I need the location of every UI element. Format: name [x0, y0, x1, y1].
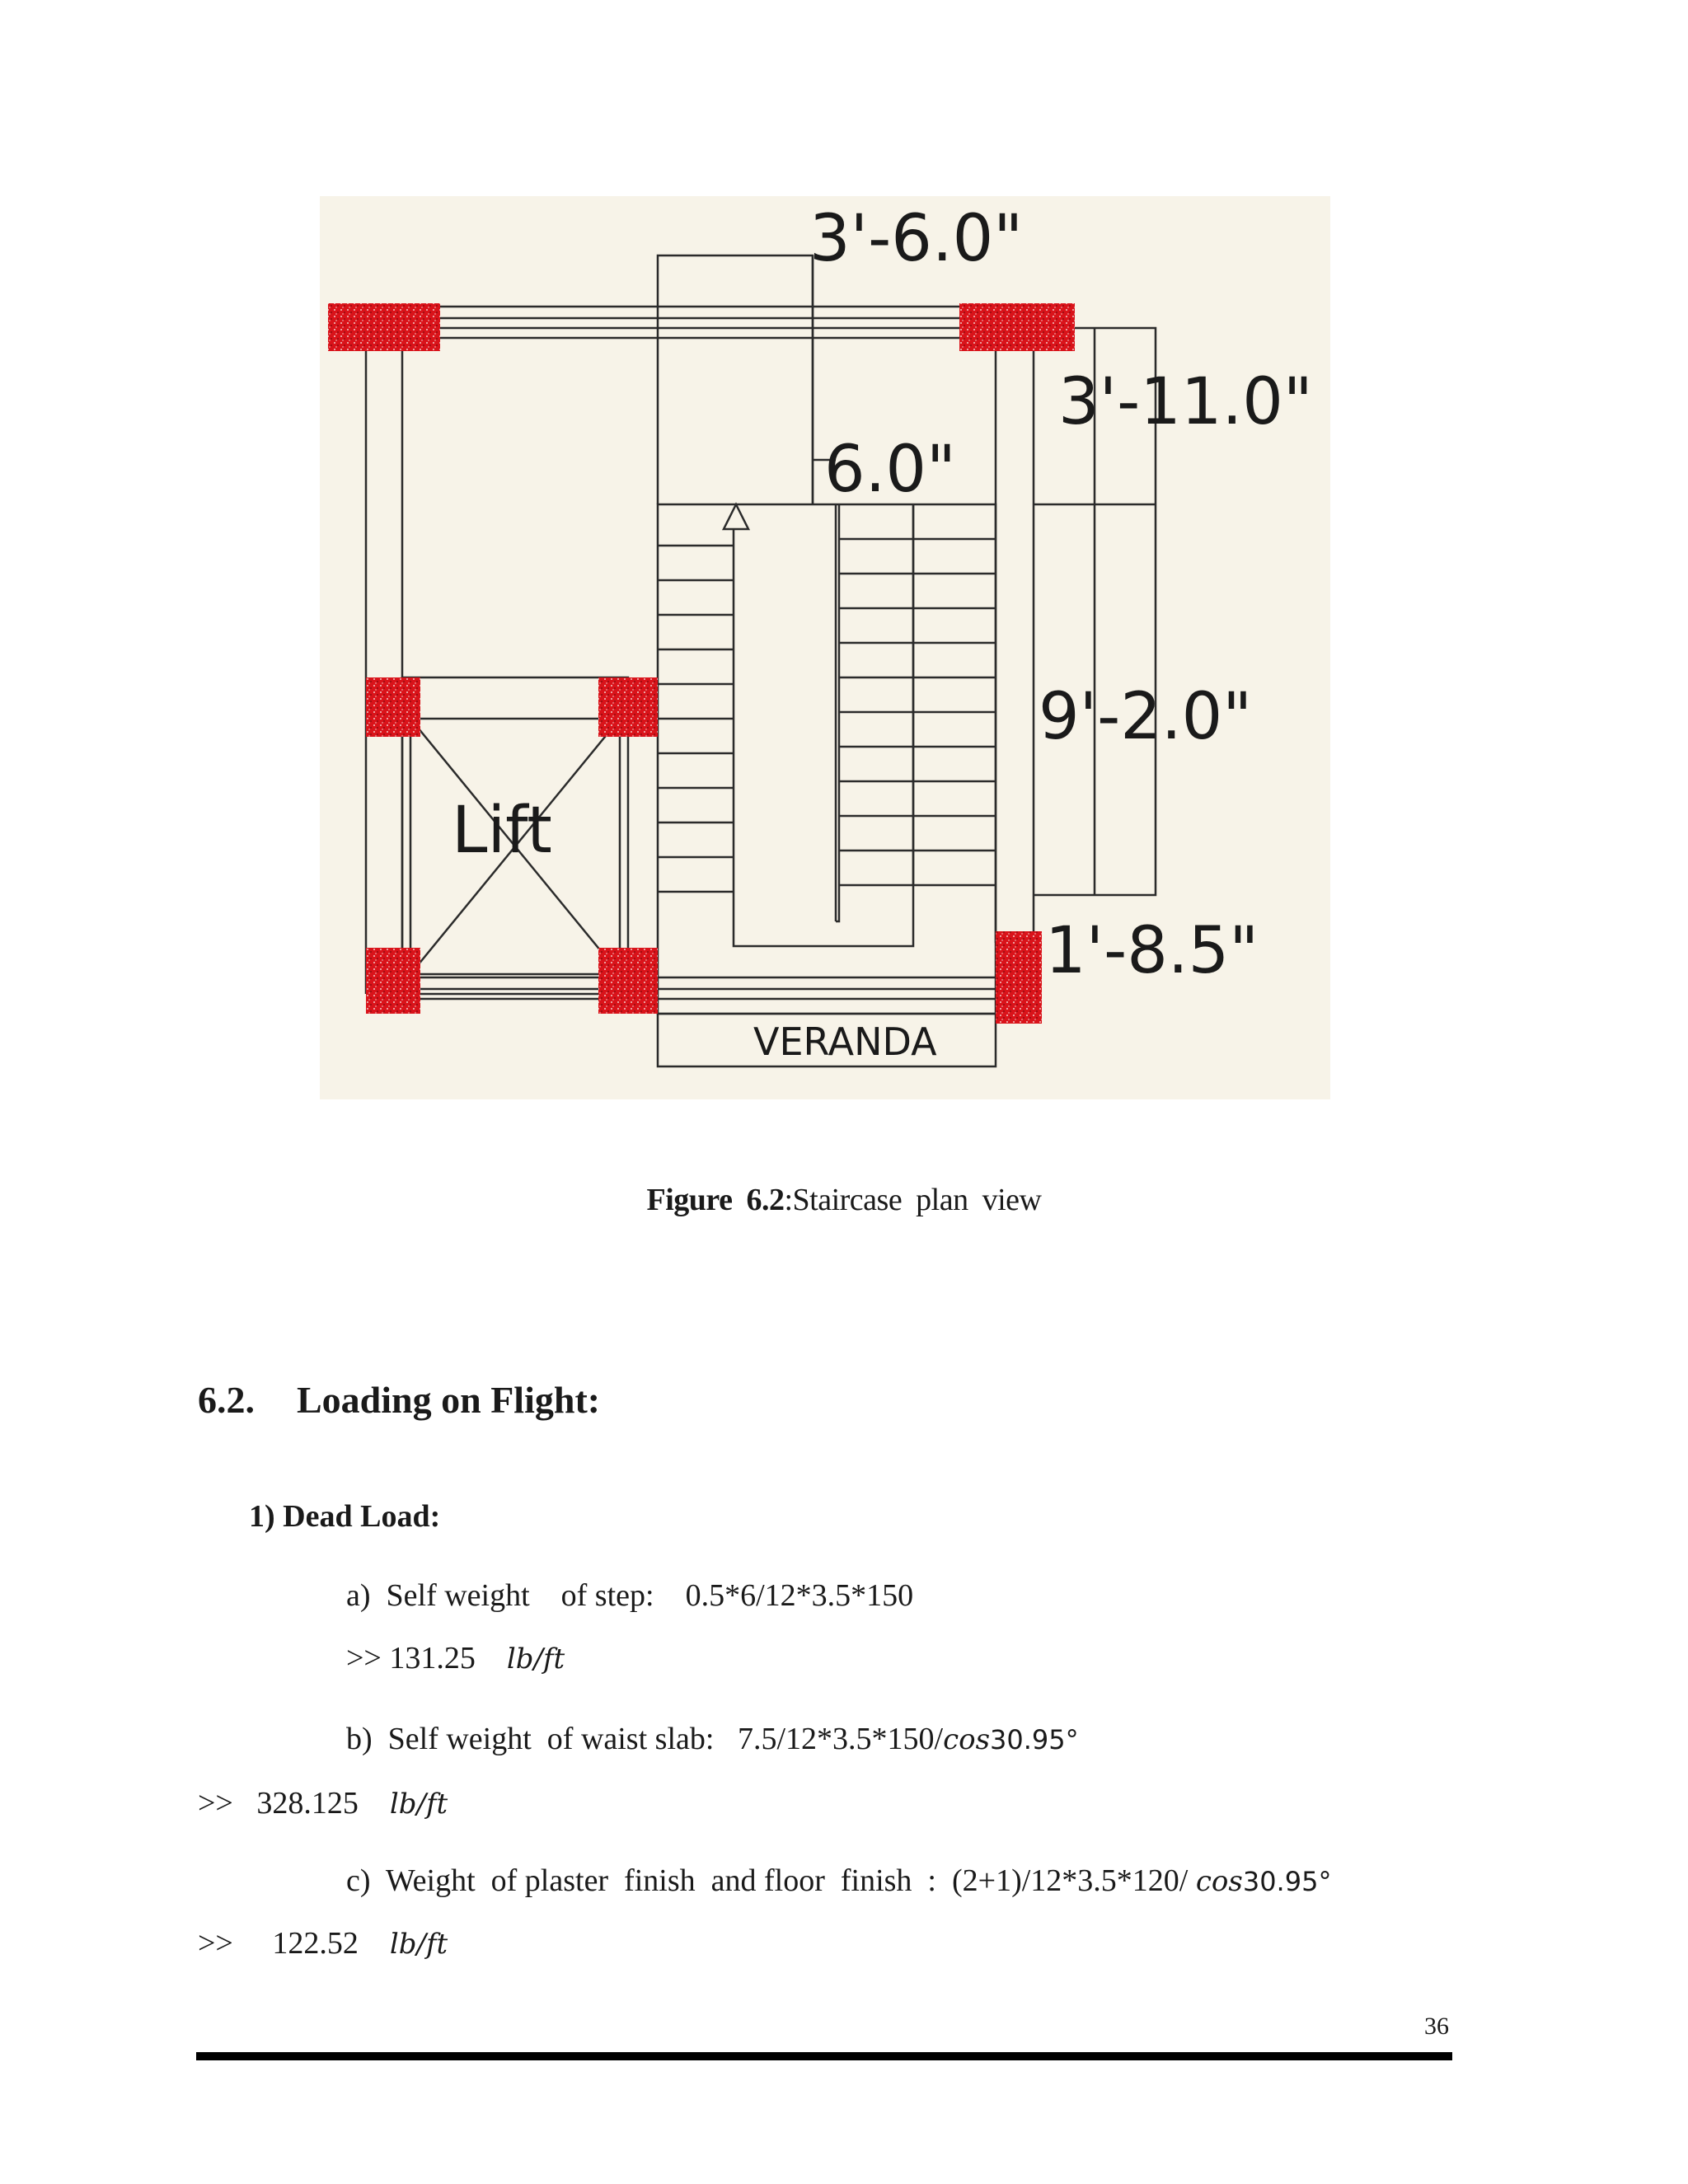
figure-caption-label: Figure 6.2 — [646, 1183, 785, 1217]
dead-load-item-a — [346, 1577, 913, 1614]
column — [959, 303, 1075, 351]
item-unit: lb/ft — [389, 1928, 448, 1961]
footer-rule — [196, 2052, 1452, 2060]
item-unit: lb/ft — [506, 1643, 565, 1675]
item-formula: (2+1)/12*3.5*120/ — [952, 1863, 1189, 1898]
section-number: 6.2. — [198, 1379, 255, 1421]
lift-label: Lift — [452, 794, 552, 868]
dead-load-item-b — [346, 1721, 1079, 1757]
item-label: c) Weight of plaster finish and floor finish : — [346, 1863, 936, 1898]
item-result: >> 328.125 — [198, 1786, 359, 1821]
item-label: b) Self weight of waist slab: — [346, 1722, 715, 1756]
item-result: >> 122.52 — [198, 1926, 359, 1961]
item-formula: 0.5*6/12*3.5*150 — [685, 1578, 914, 1613]
dead-load-result-a — [346, 1640, 565, 1676]
item-trig: cos — [1195, 1865, 1243, 1898]
column — [996, 931, 1042, 1024]
section-heading — [198, 1378, 600, 1422]
item-label: a) Self weight of step: — [346, 1578, 654, 1613]
column — [366, 677, 420, 737]
dead-load-result-c — [198, 1925, 448, 1961]
staircase-plan-figure — [320, 196, 1330, 1099]
item-result: >> 131.25 — [346, 1641, 476, 1675]
dead-load-result-b — [198, 1785, 448, 1821]
dead-load-item-c — [346, 1863, 1331, 1899]
staircase-plan-drawing — [320, 196, 1330, 1099]
dimension-label: 6.0" — [824, 433, 956, 507]
column — [366, 948, 420, 1014]
item-trig: cos — [943, 1723, 991, 1756]
dead-load-heading: 1) Dead Load: — [249, 1499, 441, 1534]
dimension-label: 1'-8.5" — [1045, 914, 1259, 988]
column — [598, 677, 658, 737]
column — [598, 948, 658, 1014]
dimension-label: 9'-2.0" — [1039, 680, 1253, 754]
item-angle: 30.95° — [990, 1724, 1079, 1755]
dimension-label: 3'-11.0" — [1058, 365, 1313, 439]
veranda-label: VERANDA — [753, 1019, 937, 1064]
figure-caption — [0, 1182, 1688, 1218]
section-title: Loading on Flight: — [297, 1379, 601, 1421]
figure-caption-text: :Staircase plan view — [784, 1183, 1042, 1217]
item-formula: 7.5/12*3.5*150/ — [737, 1722, 944, 1756]
item-angle: 30.95° — [1242, 1866, 1332, 1897]
item-unit: lb/ft — [389, 1788, 448, 1821]
page-number: 36 — [1424, 2013, 1449, 2040]
dimension-label: 3'-6.0" — [809, 202, 1024, 276]
column — [328, 303, 440, 351]
